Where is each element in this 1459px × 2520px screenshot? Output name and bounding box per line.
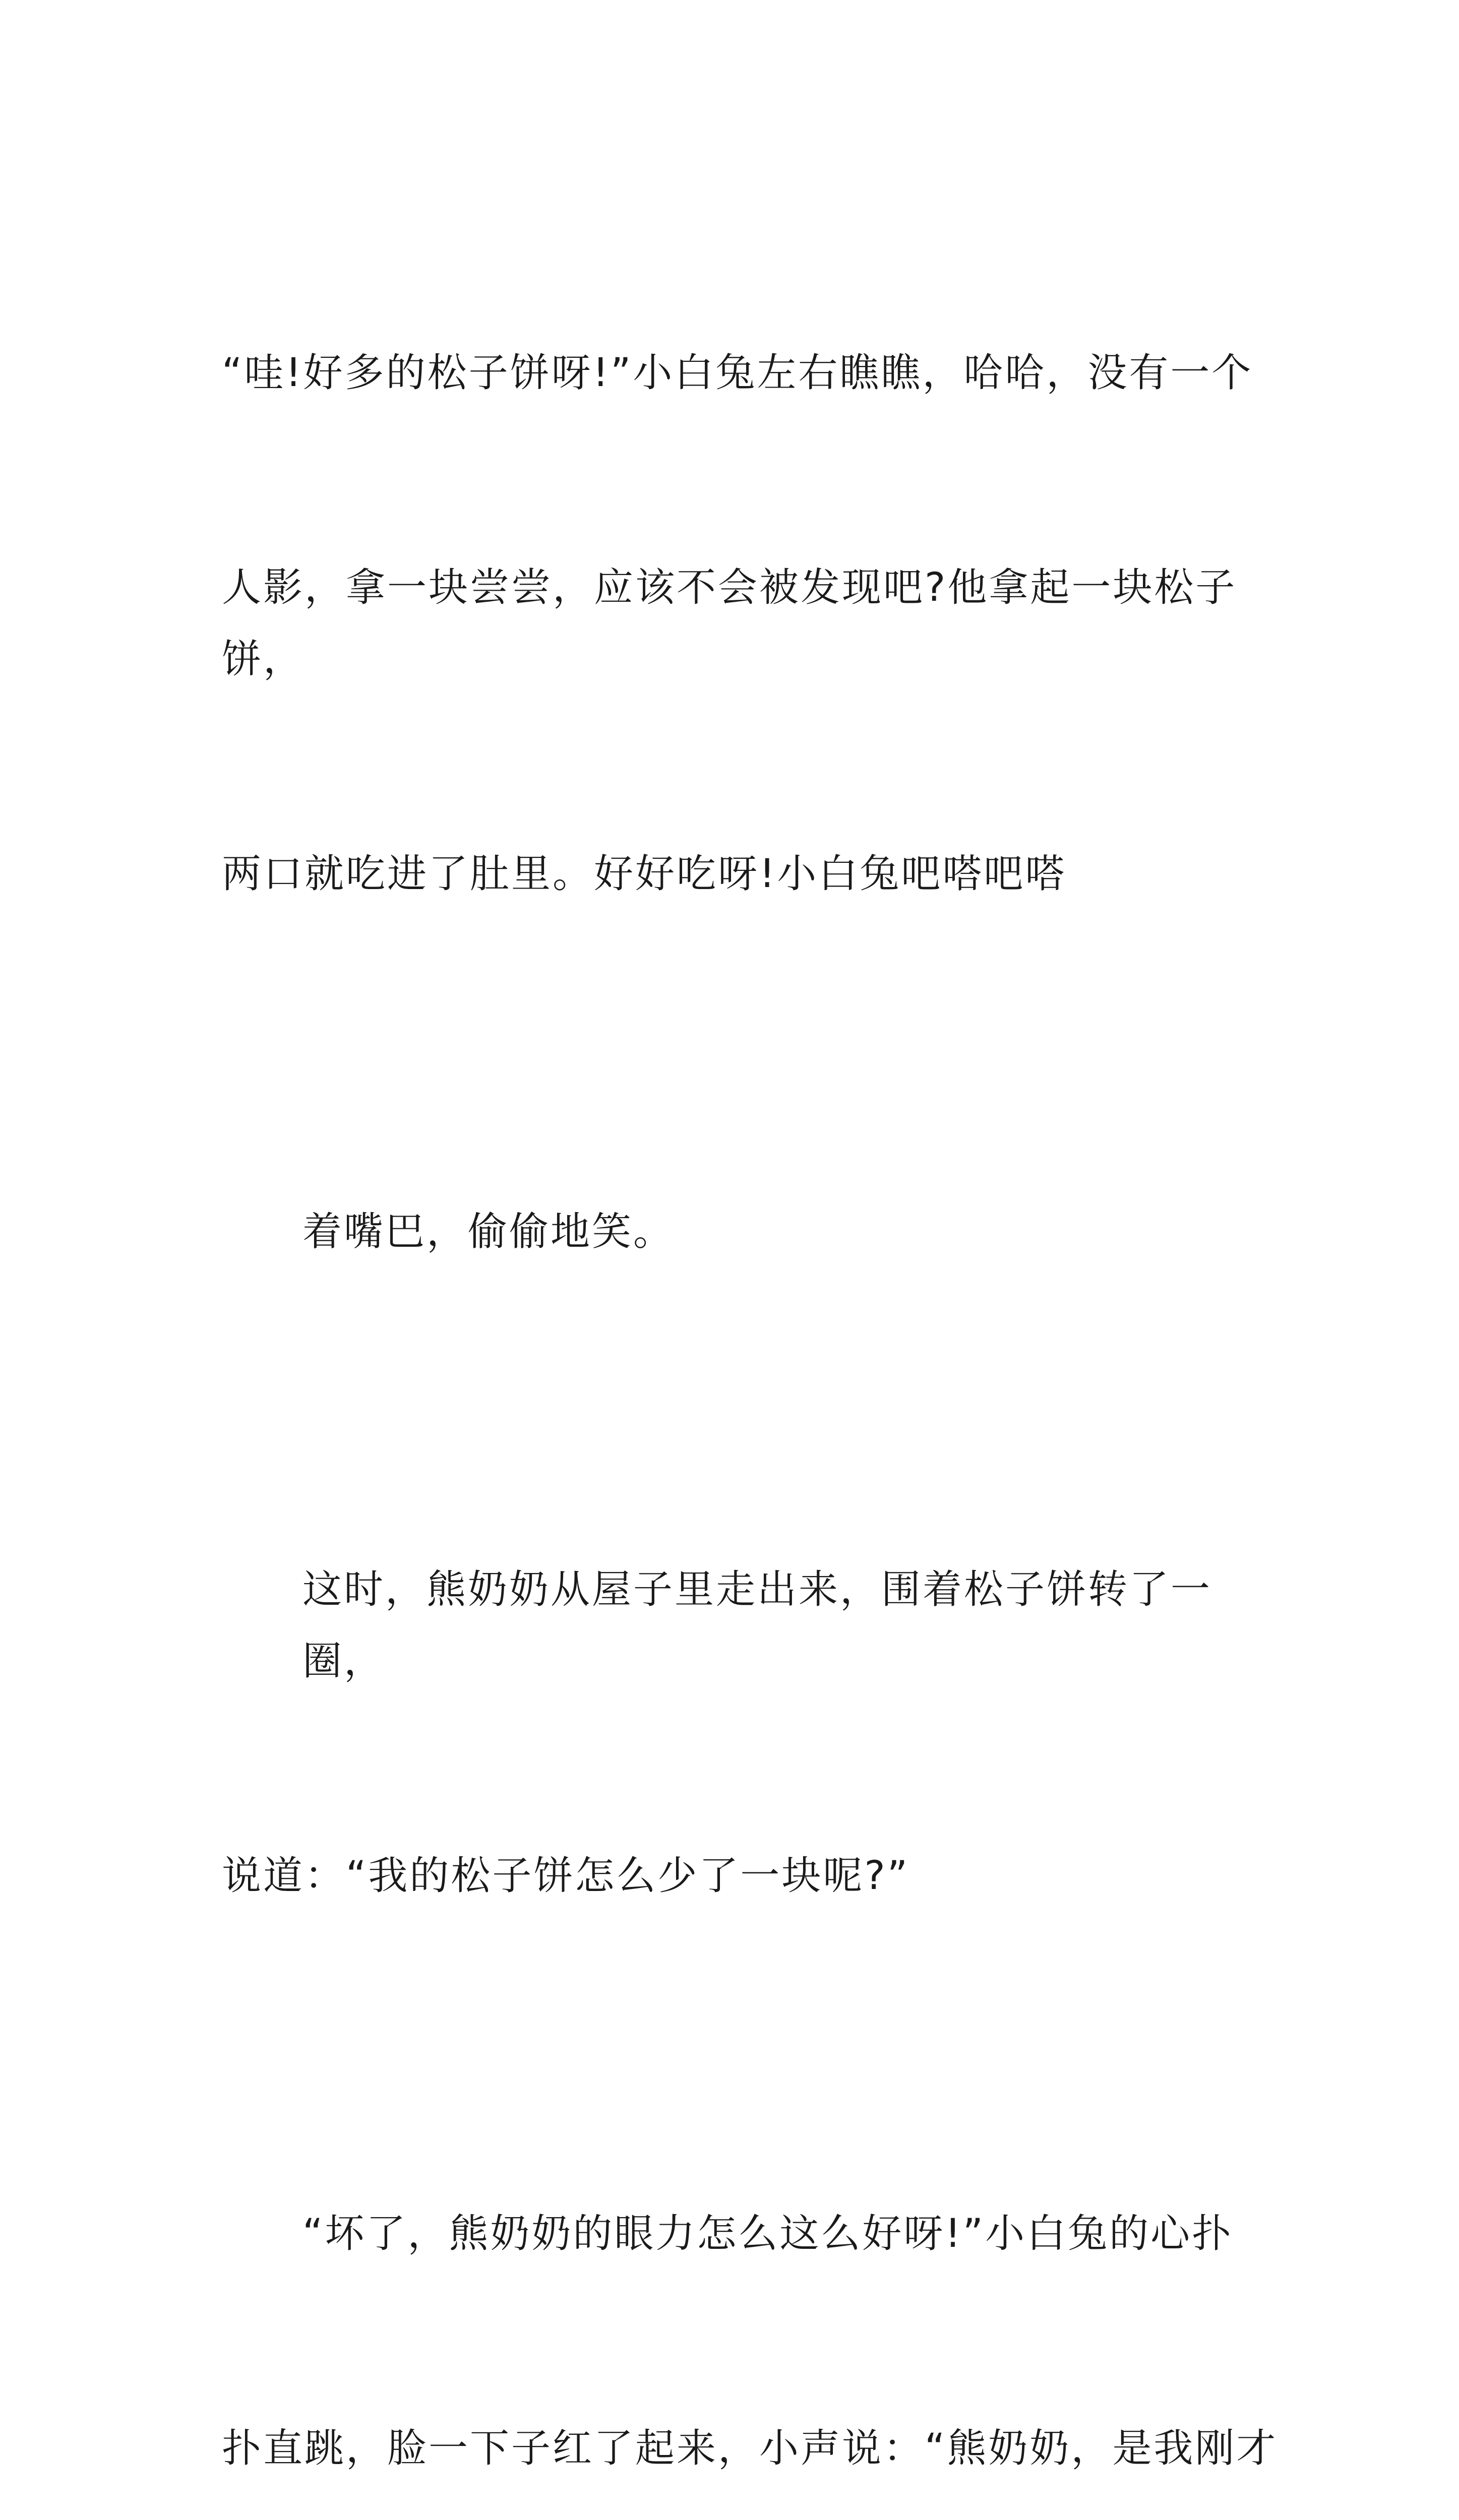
- paragraph: [222, 1411, 1286, 2055]
- text-line: 说道：“我的松子饼怎么少了一块呢?”: [222, 1853, 910, 1899]
- document-body: [222, 194, 1286, 2520]
- text-line: 这时，熊奶奶从屋子里走出来，围着松子饼转了一圈，: [302, 1567, 1212, 1684]
- paragraph: [222, 2055, 1286, 2520]
- text-line: “哇!好多的松子饼呀!”小白兔左右瞧瞧，哈哈，没有一个: [222, 350, 1253, 396]
- text-line: “坏了，熊奶奶的眼力怎么这么好呀!”小白兔的心扑: [302, 2211, 1234, 2256]
- text-line: 着嘴巴，偷偷地笑。: [302, 1209, 675, 1254]
- text-line: 扑直跳，脸一下子红了起来，小声说：“熊奶奶，是我刚才: [222, 2426, 1278, 2471]
- paragraph: [222, 194, 1286, 1053]
- text-line: 两口就吃进了肚里。好好吃呀!小白兔吧嗒吧嗒: [222, 851, 1067, 897]
- text-line: 人影，拿一块尝尝，应该不会被发现吧?他拿起一块松子饼，: [222, 565, 1237, 682]
- paragraph: [222, 1053, 1286, 1411]
